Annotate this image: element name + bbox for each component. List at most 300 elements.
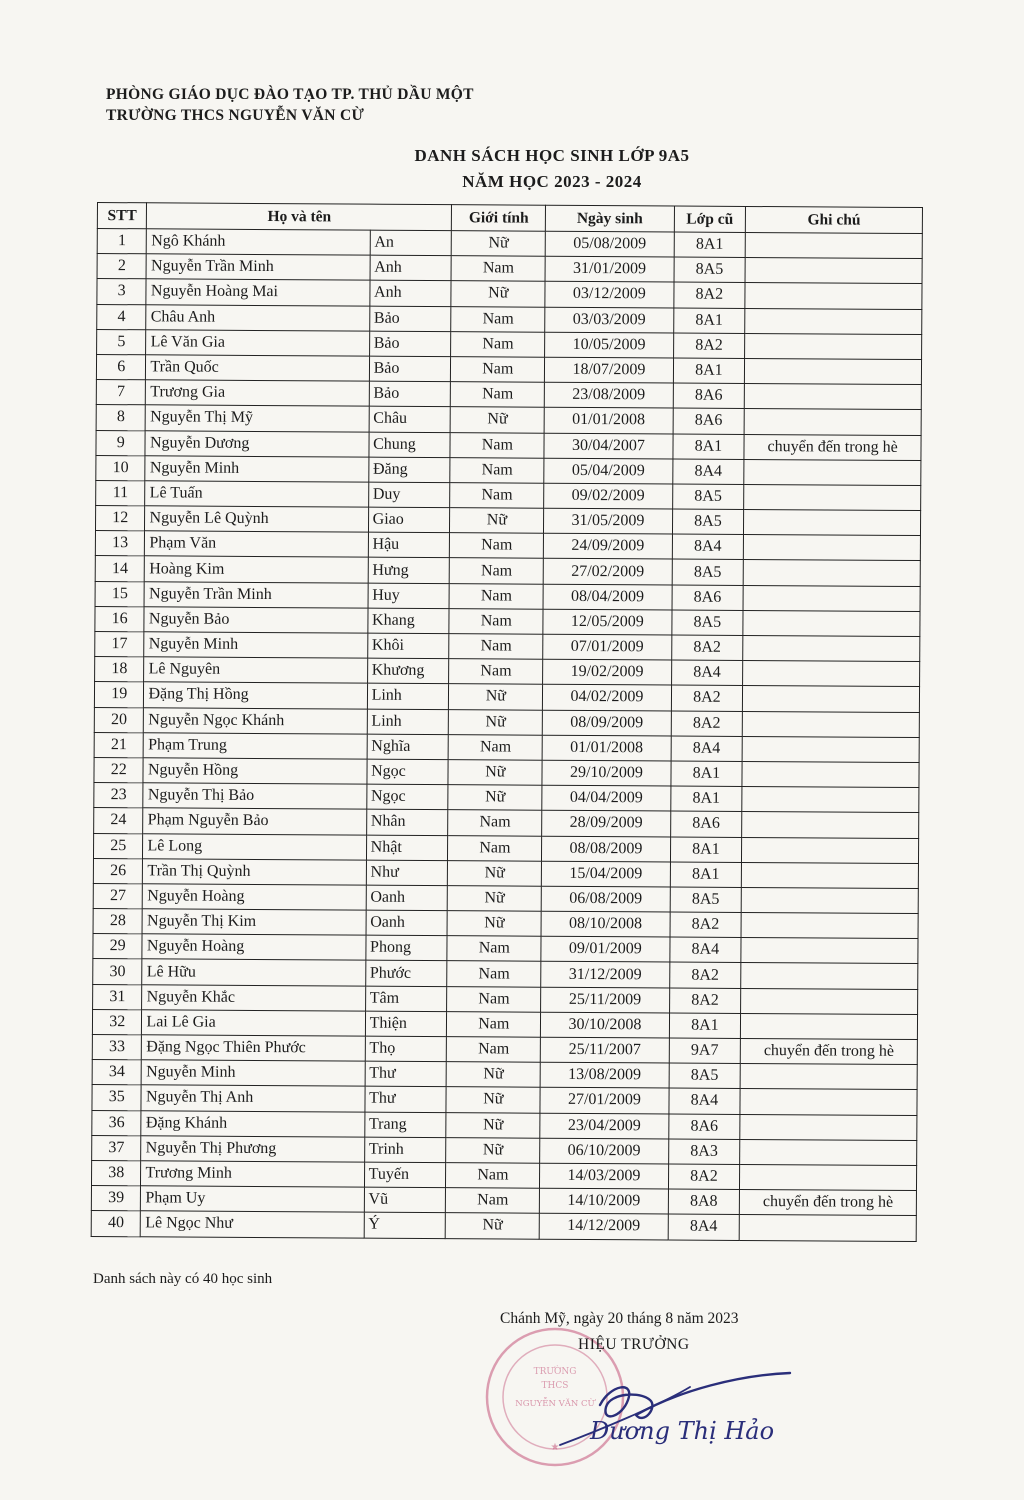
cell-dob: 03/03/2009 (545, 307, 673, 333)
cell-family-name: Đặng Khánh (141, 1110, 364, 1137)
cell-dob: 19/02/2009 (543, 659, 671, 685)
cell-family-name: Nguyễn Thị Anh (141, 1085, 364, 1112)
cell-note (745, 308, 922, 334)
cell-dob: 23/04/2009 (540, 1113, 668, 1139)
col-dob: Ngày sinh (546, 205, 674, 232)
cell-note (743, 686, 920, 712)
cell-family-name: Nguyễn Trần Minh (146, 254, 369, 281)
cell-old-class: 8A3 (668, 1139, 740, 1165)
cell-given-name: Khôi (367, 633, 449, 659)
cell-old-class: 8A4 (671, 660, 743, 686)
cell-gender: Nam (449, 734, 543, 760)
student-rows (91, 229, 922, 1242)
cell-gender: Nam (450, 457, 544, 483)
cell-dob: 04/04/2009 (542, 785, 670, 811)
cell-family-name: Hoàng Kim (145, 556, 368, 583)
cell-stt: 6 (96, 354, 146, 379)
cell-stt: 25 (93, 833, 143, 858)
cell-old-class: 8A8 (668, 1189, 740, 1215)
cell-note (742, 837, 919, 863)
cell-old-class: 8A4 (672, 459, 744, 485)
col-name: Họ và tên (147, 203, 452, 231)
cell-old-class: 8A2 (671, 711, 743, 737)
cell-gender: Nam (451, 256, 545, 282)
cell-old-class: 8A6 (672, 585, 744, 611)
cell-dob: 05/08/2009 (545, 231, 673, 257)
cell-stt: 11 (96, 480, 146, 505)
cell-old-class: 8A4 (669, 937, 741, 963)
cell-note (744, 384, 921, 410)
cell-gender: Nam (451, 382, 545, 408)
cell-given-name: Trinh (364, 1137, 446, 1163)
cell-given-name: Nhật (366, 835, 448, 861)
place-date: Chánh Mỹ, ngày 20 tháng 8 năm 2023 (500, 1310, 739, 1327)
cell-given-name: Oanh (366, 910, 448, 936)
cell-stt: 10 (96, 455, 146, 480)
cell-note (744, 409, 921, 435)
cell-given-name: Tuyến (364, 1162, 446, 1188)
cell-note (740, 1164, 917, 1190)
cell-family-name: Nguyễn Thị Phương (141, 1136, 364, 1163)
cell-given-name: Ngọc (366, 784, 448, 810)
cell-old-class: 8A2 (671, 635, 743, 661)
cell-gender: Nam (451, 331, 545, 357)
cell-old-class: 8A1 (670, 862, 742, 888)
cell-note (741, 1013, 918, 1039)
cell-gender: Nam (451, 306, 545, 332)
cell-family-name: Nguyễn Lê Quỳnh (145, 506, 368, 533)
cell-stt: 34 (92, 1060, 142, 1085)
cell-family-name: Châu Anh (146, 304, 369, 331)
cell-gender: Nữ (446, 1213, 540, 1239)
cell-given-name: Thọ (365, 1036, 447, 1062)
cell-dob: 27/02/2009 (543, 559, 671, 585)
cell-dob: 05/04/2009 (544, 458, 672, 484)
cell-note (740, 1089, 917, 1115)
cell-family-name: Nguyễn Dương (145, 430, 368, 457)
cell-gender: Nam (450, 483, 544, 509)
cell-note (745, 283, 922, 309)
cell-given-name: Vũ (364, 1187, 446, 1213)
cell-dob: 08/04/2009 (543, 584, 671, 610)
cell-given-name: Đăng (368, 457, 450, 483)
cell-dob: 23/08/2009 (545, 382, 673, 408)
cell-gender: Nữ (447, 1062, 541, 1088)
cell-given-name: Khang (367, 608, 449, 634)
cell-gender: Nữ (449, 684, 543, 710)
cell-stt: 5 (97, 329, 147, 354)
cell-dob: 25/11/2009 (541, 987, 669, 1013)
cell-dob: 13/08/2009 (540, 1062, 668, 1088)
table-row (91, 1211, 916, 1241)
cell-stt: 7 (96, 380, 146, 405)
cell-dob: 30/04/2007 (544, 433, 672, 459)
cell-note (741, 988, 918, 1014)
cell-note (739, 1215, 916, 1241)
cell-old-class: 8A5 (674, 257, 746, 283)
cell-given-name: Hưng (368, 558, 450, 584)
cell-dob: 14/12/2009 (539, 1214, 667, 1240)
cell-stt: 31 (93, 984, 143, 1009)
cell-dob: 09/02/2009 (544, 483, 672, 509)
cell-family-name: Trương Gia (146, 380, 369, 407)
cell-note (745, 358, 922, 384)
cell-family-name: Nguyễn Thị Kim (142, 909, 365, 936)
cell-note (742, 787, 919, 813)
cell-family-name: Phạm Nguyễn Bảo (143, 808, 366, 835)
cell-stt: 35 (92, 1085, 142, 1110)
cell-given-name: Ngọc (367, 759, 449, 785)
cell-old-class: 8A5 (671, 610, 743, 636)
cell-gender: Nữ (447, 911, 541, 937)
cell-dob: 15/04/2009 (542, 861, 670, 887)
cell-given-name: An (370, 230, 452, 256)
cell-family-name: Đặng Ngọc Thiên Phước (142, 1035, 365, 1062)
cell-stt: 19 (94, 682, 144, 707)
cell-old-class: 8A6 (670, 811, 742, 837)
cell-given-name: Linh (367, 684, 449, 710)
cell-dob: 01/01/2008 (544, 408, 672, 434)
cell-old-class: 8A5 (670, 887, 742, 913)
student-table (91, 202, 923, 1242)
cell-family-name: Lai Lê Gia (142, 1010, 365, 1037)
cell-given-name: Anh (370, 255, 452, 281)
cell-given-name: Phong (365, 935, 447, 961)
cell-given-name: Phước (365, 961, 447, 987)
cell-stt: 12 (95, 506, 145, 531)
cell-gender: Nam (449, 583, 543, 609)
cell-stt: 30 (93, 959, 143, 984)
cell-family-name: Trần Quốc (146, 355, 369, 382)
cell-given-name: Thư (365, 1061, 447, 1087)
cell-family-name: Đặng Thị Hồng (144, 682, 367, 709)
cell-given-name: Linh (367, 709, 449, 735)
cell-note (745, 232, 922, 258)
cell-given-name: Giao (368, 507, 450, 533)
cell-stt: 9 (96, 430, 146, 455)
cell-dob: 14/03/2009 (540, 1163, 668, 1189)
cell-family-name: Nguyễn Hoàng (142, 934, 365, 961)
cell-given-name: Khương (367, 658, 449, 684)
cell-given-name: Thư (365, 1087, 447, 1113)
cell-note (742, 812, 919, 838)
cell-given-name: Nhân (366, 809, 448, 835)
cell-family-name: Nguyễn Minh (142, 1060, 365, 1087)
cell-note (742, 862, 919, 888)
cell-family-name: Nguyễn Hoàng Mai (146, 279, 369, 306)
cell-stt: 26 (93, 858, 143, 883)
cell-stt: 1 (97, 229, 147, 254)
cell-old-class: 8A1 (669, 1013, 741, 1039)
cell-family-name: Lê Nguyên (144, 657, 367, 684)
cell-given-name: Nghĩa (367, 734, 449, 760)
cell-dob: 01/01/2008 (542, 735, 670, 761)
cell-family-name: Phạm Uy (141, 1186, 364, 1213)
cell-stt: 20 (94, 707, 144, 732)
cell-old-class: 8A6 (673, 408, 745, 434)
cell-gender: Nam (447, 1011, 541, 1037)
cell-stt: 13 (95, 531, 145, 556)
cell-given-name: Bảo (369, 356, 451, 382)
cell-gender: Nam (448, 810, 542, 836)
cell-dob: 28/09/2009 (542, 811, 670, 837)
cell-dob: 06/08/2009 (541, 886, 669, 912)
cell-stt: 8 (96, 405, 146, 430)
cell-note: chuyển đến trong hè (740, 1038, 917, 1064)
cell-family-name: Nguyễn Trần Minh (144, 581, 367, 608)
cell-stt: 28 (93, 909, 143, 934)
cell-gender: Nữ (448, 860, 542, 886)
cell-gender: Nam (449, 659, 543, 685)
cell-dob: 04/02/2009 (543, 685, 671, 711)
col-note: Ghi chú (746, 206, 923, 233)
cell-family-name: Lê Ngọc Như (141, 1211, 364, 1238)
cell-stt: 36 (92, 1110, 142, 1135)
cell-stt: 23 (94, 783, 144, 808)
cell-note (740, 1139, 917, 1165)
cell-stt: 39 (91, 1186, 141, 1211)
cell-note (742, 711, 919, 737)
cell-gender: Nam (449, 634, 543, 660)
cell-gender: Nam (450, 558, 544, 584)
cell-note (741, 963, 918, 989)
cell-given-name: Bảo (369, 331, 451, 357)
cell-gender: Nữ (448, 886, 542, 912)
cell-old-class: 8A1 (674, 232, 746, 258)
cell-family-name: Nguyễn Hoàng (143, 884, 366, 911)
cell-gender: Nữ (448, 785, 542, 811)
cell-note: chuyển đến trong hè (744, 434, 921, 460)
cell-given-name: Ý (364, 1212, 446, 1238)
cell-old-class: 8A4 (671, 736, 743, 762)
cell-stt: 29 (93, 934, 143, 959)
cell-old-class: 8A5 (672, 559, 744, 585)
cell-note (742, 736, 919, 762)
cell-gender: Nam (450, 533, 544, 559)
cell-gender: Nam (449, 608, 543, 634)
cell-old-class: 8A1 (670, 837, 742, 863)
cell-gender: Nam (451, 357, 545, 383)
svg-text:★: ★ (550, 1442, 560, 1453)
student-count: Danh sách này có 40 học sinh (93, 1271, 273, 1287)
cell-old-class: 8A2 (669, 962, 741, 988)
cell-given-name: Oanh (366, 885, 448, 911)
cell-given-name: Trang (364, 1112, 446, 1138)
cell-stt: 17 (95, 631, 145, 656)
cell-note (743, 560, 920, 586)
cell-note (741, 913, 918, 939)
cell-old-class: 8A1 (670, 786, 742, 812)
school-year: NĂM HỌC 2023 - 2024 (462, 172, 642, 191)
cell-old-class: 8A4 (672, 534, 744, 560)
cell-old-class: 8A2 (671, 685, 743, 711)
cell-dob: 08/10/2008 (541, 911, 669, 937)
cell-dob: 27/01/2009 (540, 1088, 668, 1114)
svg-text:TRƯỜNG: TRƯỜNG (533, 1367, 577, 1377)
cell-gender: Nữ (450, 508, 544, 534)
cell-dob: 31/12/2009 (541, 962, 669, 988)
department-name: PHÒNG GIÁO DỤC ĐÀO TẠO TP. THỦ DẦU MỘT (106, 86, 474, 103)
col-stt: STT (97, 203, 147, 229)
cell-given-name: Huy (368, 583, 450, 609)
cell-family-name: Nguyễn Hồng (143, 758, 366, 785)
cell-family-name: Lê Long (143, 833, 366, 860)
cell-gender: Nam (447, 961, 541, 987)
school-name: TRƯỜNG THCS NGUYỄN VĂN CỪ (106, 107, 365, 124)
cell-old-class: 8A2 (670, 912, 742, 938)
cell-old-class: 8A1 (670, 761, 742, 787)
cell-stt: 27 (93, 883, 143, 908)
cell-dob: 08/08/2009 (542, 836, 670, 862)
cell-note (743, 635, 920, 661)
cell-family-name: Nguyễn Minh (145, 455, 368, 482)
cell-given-name: Bảo (369, 306, 451, 332)
cell-stt: 38 (91, 1160, 141, 1185)
cell-old-class: 8A1 (673, 358, 745, 384)
cell-given-name: Tâm (365, 986, 447, 1012)
cell-gender: Nam (446, 1188, 540, 1214)
cell-gender: Nam (447, 1037, 541, 1063)
cell-old-class: 8A1 (672, 434, 744, 460)
cell-gender: Nam (447, 936, 541, 962)
cell-family-name: Nguyễn Minh (144, 632, 367, 659)
cell-dob: 06/10/2009 (540, 1138, 668, 1164)
cell-gender: Nữ (448, 760, 542, 786)
cell-old-class: 8A6 (673, 383, 745, 409)
cell-gender: Nam (447, 986, 541, 1012)
cell-family-name: Nguyễn Ngọc Khánh (144, 707, 367, 734)
cell-family-name: Trương Minh (141, 1161, 364, 1188)
signer-name: Dương Thị Hảo (590, 1417, 775, 1445)
cell-family-name: Trần Thị Quỳnh (143, 858, 366, 885)
cell-note (743, 661, 920, 687)
cell-old-class: 8A1 (673, 308, 745, 334)
cell-note (743, 585, 920, 611)
cell-stt: 33 (92, 1034, 142, 1059)
cell-gender: Nữ (451, 281, 545, 307)
cell-family-name: Nguyễn Bảo (144, 607, 367, 634)
cell-old-class: 8A5 (672, 509, 744, 535)
cell-given-name: Như (366, 860, 448, 886)
cell-note (745, 333, 922, 359)
cell-stt: 3 (97, 279, 147, 304)
cell-old-class: 8A4 (668, 1088, 740, 1114)
cell-family-name: Phạm Văn (145, 531, 368, 558)
cell-dob: 18/07/2009 (545, 357, 673, 383)
cell-given-name: Duy (368, 482, 450, 508)
cell-gender: Nam (450, 432, 544, 458)
cell-note (744, 484, 921, 510)
document-title: DANH SÁCH HỌC SINH LỚP 9A5 (414, 146, 690, 165)
cell-old-class: 8A2 (673, 333, 745, 359)
cell-given-name: Châu (369, 406, 451, 432)
col-old-class: Lớp cũ (674, 206, 746, 232)
cell-note (744, 459, 921, 485)
cell-family-name: Nguyễn Thị Bảo (143, 783, 366, 810)
cell-stt: 32 (92, 1009, 142, 1034)
col-gender: Giới tính (452, 205, 546, 232)
svg-text:NGUYỄN VĂN CỪ: NGUYỄN VĂN CỪ (515, 1399, 595, 1409)
cell-stt: 24 (94, 808, 144, 833)
cell-dob: 24/09/2009 (544, 533, 672, 559)
issuer-header (106, 84, 474, 126)
cell-note (741, 887, 918, 913)
cell-stt: 21 (94, 732, 144, 757)
cell-given-name: Hậu (368, 532, 450, 558)
cell-stt: 16 (95, 606, 145, 631)
cell-dob: 31/05/2009 (544, 508, 672, 534)
cell-gender: Nữ (446, 1112, 540, 1138)
cell-old-class: 8A5 (672, 484, 744, 510)
cell-family-name: Lê Tuấn (145, 481, 368, 508)
cell-note (744, 535, 921, 561)
cell-family-name: Nguyễn Khắc (142, 984, 365, 1011)
cell-family-name: Phạm Trung (144, 733, 367, 760)
cell-gender: Nam (448, 835, 542, 861)
cell-gender: Nữ (446, 1087, 540, 1113)
cell-old-class: 8A2 (668, 1164, 740, 1190)
cell-dob: 31/01/2009 (545, 256, 673, 282)
cell-note (744, 510, 921, 536)
cell-dob: 10/05/2009 (545, 332, 673, 358)
cell-stt: 4 (97, 304, 147, 329)
cell-dob: 30/10/2008 (541, 1012, 669, 1038)
cell-old-class: 8A6 (668, 1114, 740, 1140)
cell-gender: Nữ (446, 1137, 540, 1163)
cell-given-name: Thiện (365, 1011, 447, 1037)
cell-dob: 25/11/2007 (541, 1037, 669, 1063)
cell-note (742, 761, 919, 787)
cell-dob: 03/12/2009 (545, 282, 673, 308)
cell-note (740, 1114, 917, 1140)
cell-gender: Nam (446, 1163, 540, 1189)
cell-old-class: 8A4 (668, 1214, 740, 1240)
cell-gender: Nữ (449, 709, 543, 735)
cell-dob: 12/05/2009 (543, 609, 671, 635)
cell-dob: 14/10/2009 (540, 1188, 668, 1214)
cell-family-name: Lê Hữu (142, 959, 365, 986)
cell-old-class: 8A5 (669, 1063, 741, 1089)
cell-family-name: Lê Văn Gia (146, 330, 369, 357)
cell-dob: 09/01/2009 (541, 936, 669, 962)
cell-gender: Nữ (452, 231, 546, 257)
cell-stt: 2 (97, 254, 147, 279)
cell-given-name: Chung (369, 432, 451, 458)
cell-stt: 14 (95, 556, 145, 581)
cell-gender: Nữ (451, 407, 545, 433)
cell-stt: 22 (94, 757, 144, 782)
cell-stt: 37 (92, 1135, 142, 1160)
cell-dob: 29/10/2009 (542, 760, 670, 786)
cell-family-name: Ngô Khánh (147, 229, 370, 256)
cell-old-class: 8A2 (669, 988, 741, 1014)
cell-note (745, 258, 922, 284)
cell-stt: 18 (95, 657, 145, 682)
cell-old-class: 9A7 (669, 1038, 741, 1064)
cell-dob: 07/01/2009 (543, 634, 671, 660)
cell-family-name: Nguyễn Thị Mỹ (146, 405, 369, 432)
cell-note (741, 938, 918, 964)
svg-text:THCS: THCS (541, 1381, 569, 1391)
cell-stt: 40 (91, 1211, 141, 1236)
cell-given-name: Bảo (369, 381, 451, 407)
cell-dob: 08/09/2009 (543, 710, 671, 736)
signer-role: HIỆU TRƯỞNG (578, 1336, 690, 1353)
cell-note (743, 610, 920, 636)
cell-note (740, 1064, 917, 1090)
cell-stt: 15 (95, 581, 145, 606)
cell-old-class: 8A2 (673, 282, 745, 308)
